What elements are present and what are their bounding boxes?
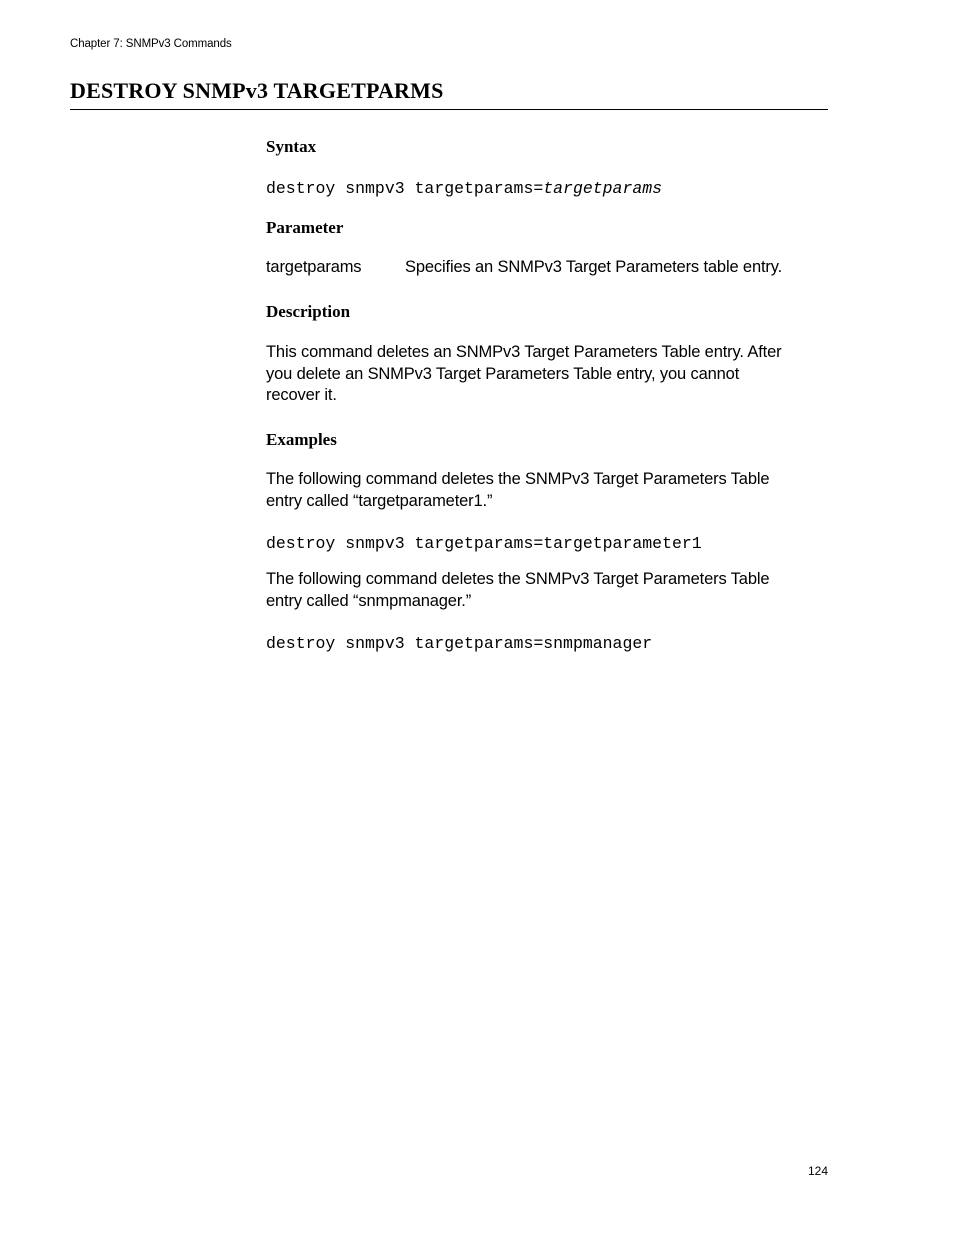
- parameter-description: Specifies an SNMPv3 Target Parameters table entry.: [405, 258, 783, 276]
- syntax-heading: Syntax: [266, 137, 317, 156]
- parameter-heading: Parameter: [266, 218, 344, 237]
- description-heading: Description: [266, 302, 351, 321]
- example-1-text: [266, 469, 822, 512]
- syntax-command-prefix: destroy snmpv3 targetparams=: [266, 179, 544, 198]
- running-header: Chapter 7: SNMPv3 Commands: [70, 38, 232, 50]
- example-line: entry called “snmpmanager.”: [266, 591, 472, 610]
- example-2-command: destroy snmpv3 targetparams=snmpmanager: [266, 634, 653, 653]
- examples-heading: Examples: [266, 430, 337, 449]
- example-1-command: destroy snmpv3 targetparams=targetparameter1: [266, 534, 702, 553]
- example-line: The following command deletes the SNMPv3 Target Parameters Table: [266, 470, 770, 488]
- syntax-command-variable: targetparams: [543, 179, 663, 198]
- syntax-command: [266, 179, 662, 198]
- description-paragraph: [266, 342, 822, 407]
- example-line: The following command deletes the SNMPv3 Target Parameters Table: [266, 570, 770, 588]
- example-2-text: [266, 569, 822, 612]
- description-line: you delete an SNMPv3 Target Parameters Table entry, you cannot: [266, 364, 740, 383]
- page-title: DESTROY SNMPv3 TARGETPARMS: [70, 78, 444, 103]
- title-rule: [70, 109, 828, 110]
- description-line: recover it.: [266, 386, 337, 404]
- page-number: 124: [808, 1164, 829, 1178]
- example-line: entry called “targetparameter1.”: [266, 491, 493, 510]
- description-line: This command deletes an SNMPv3 Target Parameters Table entry. After: [266, 343, 782, 361]
- parameter-name: targetparams: [266, 258, 362, 276]
